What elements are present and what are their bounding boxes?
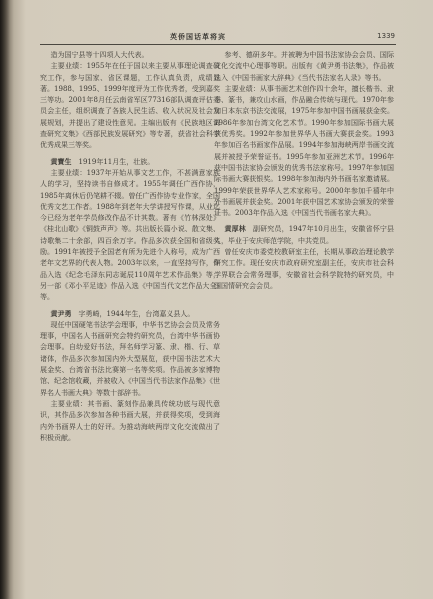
body-paragraph: 曾任安庆市委党校教研室主任，长期从事政治理论教学研究工作。现任安庆市政府研究室副主任，安庆市社会科学界联合会常务理事，安徽省社会科学院特约研究员，中国国情研究会会员。 bbox=[214, 248, 394, 290]
person-intro: 副研究员，1947年10月出生，安徽省怀宁县人，毕业于安庆师范学院，中共党员。 bbox=[214, 225, 394, 245]
body-paragraph: 主要业绩：其书画、篆刻作品兼具传统功底与现代意识，其作品多次参加各种书画大展，并获得奖项，受到海内外书画界人士的好评。为推动海峡两岸文化交流做出了积极贡献。 bbox=[40, 399, 220, 442]
page-header bbox=[170, 30, 395, 44]
header-rule bbox=[40, 44, 396, 45]
person-entry bbox=[214, 223, 394, 247]
book-spine-shadow bbox=[0, 0, 10, 599]
body-paragraph: 参考、德研多年。并被聘为中国书法家协会会员、国际文化交流中心理事等职。出版有《黄尹勇书法集》，作品被选入《中国书画家大辞典》《当代书法家名人录》等书。 bbox=[214, 51, 394, 82]
body-paragraph: 造为国宁县等十四项人大代表。 bbox=[50, 51, 149, 59]
person-name: 黄寶生 bbox=[50, 156, 72, 166]
body-paragraph: 主要业绩：1937年开始从事文艺工作，不甚满意家族人的学习，坚持读书自修成才。1955年调任广西作协，1985年离休后仍笔耕不辍。曾任广西作协专业作家，全国优秀文艺工作者。1988年到老年大学讲授写作课，从业迄今已经为老年学员修改作品不计其数。著有《竹林深处》《桂北山歌》《铜鼓声声》等。共出版长篇小说、散文集、诗歌集二十余部，四百余万字。作品多次获全国和省级奖励。1991年被授予全国老有所为先进个人称号，成为广西老年文艺界的代表人物。2003年以来，一直坚持写作，作品入选《纪念毛泽东同志诞辰110周年艺术作品集》等，另一部《邓小平足迹》作品入选《中国当代文艺作品大全》等。 bbox=[40, 168, 220, 302]
person-name: 黄厚林 bbox=[224, 224, 246, 234]
person-intro: 1919年11月生，壮族。 bbox=[71, 157, 155, 166]
person-name: 黄尹勇 bbox=[50, 308, 72, 318]
body-paragraph: 主要业绩：从事书画艺术创作四十余年，擅长楷书、隶书、篆书，兼攻山水画，作品融合传统与现代。1970年参加日本东京书法交流展，1975年参加中国书画展获金奖。1986年参加台湾文化艺术节。1990年参加国际书画大展获优秀奖。1992年参加世界华人书画大赛获金奖。1993年参加百名书画家作品展。1994年参加海峡两岸书画交流展并被授予荣誉证书。1995年参加亚洲艺术节。1996年获中国书法家协会颁发的优秀书法家称号。1997年参加国际书画大赛获银奖。1998年参加海内外书画名家邀请展。1999年荣获世界华人艺术家称号。2000年参加千禧年中外书画展并获金奖。2001年获中国艺术家协会颁发的荣誉证书。2003年作品入选《中国当代书画名家大典》。 bbox=[214, 84, 394, 218]
body-paragraph: 主要业绩：1955年在任于国以来主要从事理论调查研究工作，参与国家、省区课题，工作认真负责，成绩显著。1988、1995、1999年度评为工作优秀者，受到嘉奖三等功。2001年8月任云南省军区77316部队调查评估委员会主任，组织调查了各族人民生活、收入状况及社会发展规划，并提出了建设性意见。主编出版有《民族地区调查研究文集》《西部民族发展研究》等专著，获省社会科学优秀成果三等奖。 bbox=[40, 62, 220, 150]
person-intro: 字勇崎，1944年生，台湾嘉义县人。 bbox=[71, 309, 195, 318]
body-paragraph: 现任中国硬笔书法学会理事，中华书艺协会会员及常务理事，中国名人书画研究会特约研究员，台湾中华书画协会理事。自幼爱好书法，拜名师学习篆、隶、楷、行、草诸体，作品多次参加国内外大型展览，获中国书法艺术大展金奖、台湾省书法比赛第一名等奖项。作品被多家博物馆、纪念馆收藏，并被收入《中国当代书法家作品集》《世界名人书画大典》等数十部辞书。 bbox=[40, 320, 220, 397]
person-entry bbox=[40, 308, 220, 320]
left-column bbox=[40, 50, 220, 590]
page-number: 1339 bbox=[377, 32, 395, 40]
right-column bbox=[214, 50, 394, 590]
person-entry bbox=[40, 156, 220, 168]
running-title: 英侨国话革将宾 bbox=[170, 33, 226, 41]
